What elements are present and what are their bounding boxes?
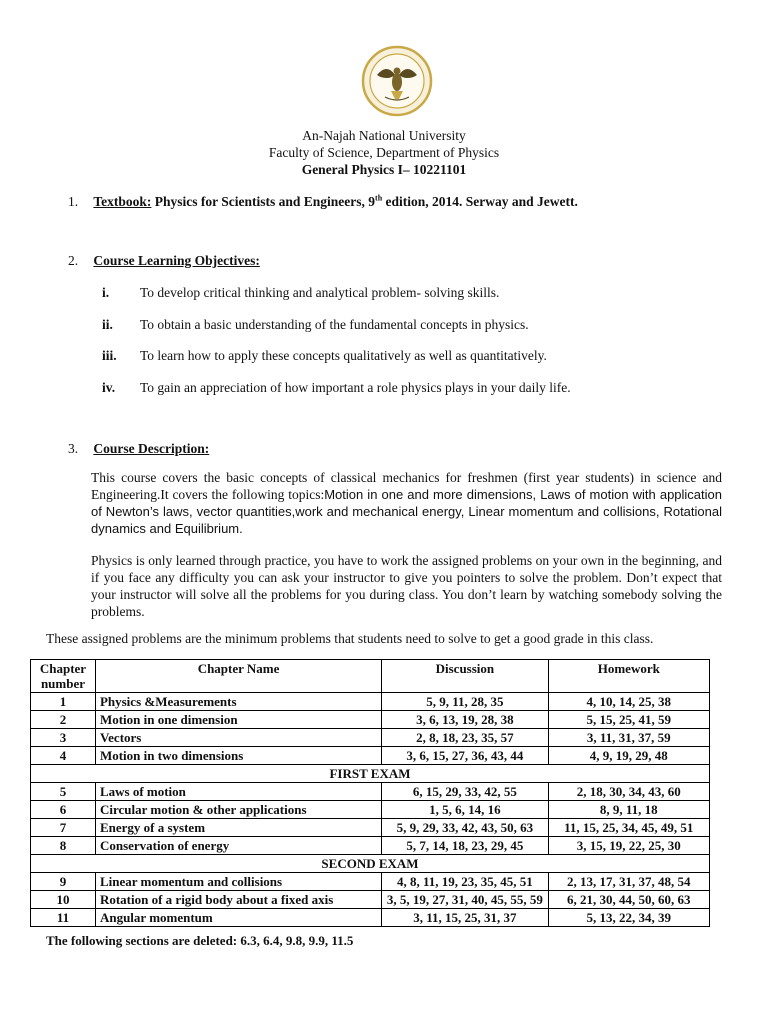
- table-row: 3 Vectors 2, 8, 18, 23, 35, 57 3, 11, 31, 37, 59: [31, 729, 710, 747]
- textbook-title: Physics for Scientists and Engineers, 9th edition, 2014. Serway and Jewett.: [154, 193, 578, 209]
- header-discussion: Discussion: [382, 660, 548, 693]
- faculty-name: Faculty of Science, Department of Physics: [268, 145, 500, 160]
- table-row: 5 Laws of motion 6, 15, 29, 33, 42, 55 2, 18, 30, 34, 43, 60: [31, 783, 710, 801]
- section-objectives: [68, 253, 260, 269]
- university-seal-logo: [361, 45, 433, 117]
- objective-item: ii. To obtain a basic understanding of the fundamental concepts in physics.: [102, 317, 529, 332]
- section-number: 3.: [68, 441, 79, 456]
- section-textbook: [68, 194, 578, 210]
- section-description: [68, 441, 209, 457]
- objective-item: iii. To learn how to apply these concepts qualitatively as well as quantitatively.: [102, 348, 547, 363]
- problems-note: These assigned problems are the minimum problems that students need to solve to get a good grade in this class.: [46, 631, 654, 646]
- table-row: 9 Linear momentum and collisions 4, 8, 11, 19, 23, 35, 45, 51 2, 13, 17, 31, 37, 48, 54: [31, 873, 710, 891]
- table-header-row: [31, 660, 710, 693]
- problems-table: [30, 659, 710, 927]
- table-row: 4 Motion in two dimensions 3, 6, 15, 27, 36, 43, 44 4, 9, 19, 29, 48: [31, 747, 710, 765]
- table-row: 10 Rotation of a rigid body about a fixed axis 3, 5, 19, 27, 31, 40, 45, 55, 59 6, 21, 30, 44, 50, 60, 63: [31, 891, 710, 909]
- course-title: General Physics I– 10221101: [301, 162, 467, 177]
- section-label: Course Learning Objectives:: [93, 253, 260, 268]
- section-number: 2.: [68, 253, 79, 268]
- table-row: 11 Angular momentum 3, 11, 15, 25, 31, 37 5, 13, 22, 34, 39: [31, 909, 710, 927]
- exam-row-first: FIRST EXAM: [31, 765, 710, 783]
- table-row: 7 Energy of a system 5, 9, 29, 33, 42, 43, 50, 63 11, 15, 25, 34, 45, 49, 51: [31, 819, 710, 837]
- table-row: 6 Circular motion & other applications 1, 5, 6, 14, 16 8, 9, 11, 18: [31, 801, 710, 819]
- table-row: 2 Motion in one dimension 3, 6, 13, 19, 28, 38 5, 15, 25, 41, 59: [31, 711, 710, 729]
- header-chapter-name: Chapter Name: [95, 660, 381, 693]
- exam-row-second: SECOND EXAM: [31, 855, 710, 873]
- header-chapter-number: Chapter number: [31, 660, 96, 693]
- section-label: Textbook:: [93, 194, 152, 209]
- objective-item: iv. To gain an appreciation of how important a role physics plays in your daily life.: [102, 380, 571, 395]
- deleted-sections-note: The following sections are deleted: 6.3, 6.4, 9.8, 9.9, 11.5: [46, 933, 354, 948]
- section-number: 1.: [68, 194, 79, 209]
- description-paragraph-2: Physics is only learned through practice, you have to work the assigned problems on your own in the beginning, and if you face any difficulty you can ask your instructor to give you pointers to solve the problem. Don’t expect that your instructor will solve all the problems for you during class. You don’t learn by watching somebody solving the problems.: [91, 553, 722, 619]
- header-homework: Homework: [548, 660, 709, 693]
- table-row: 1 Physics &Measurements 5, 9, 11, 28, 35 4, 10, 14, 25, 38: [31, 693, 710, 711]
- table-row: 8 Conservation of energy 5, 7, 14, 18, 23, 29, 45 3, 15, 19, 22, 25, 30: [31, 837, 710, 855]
- description-paragraph-1: This course covers the basic concepts of classical mechanics for freshmen (first year students) in science and Engineering.It covers the following topics:Motion in one and more dimensions, Laws of motion with application of Newton’s laws, vector quantities,work and mechanical energy, Linear momentum and collisions, Rotational dynamics and Equilibrium.: [91, 470, 722, 536]
- university-name: An-Najah National University: [302, 128, 466, 143]
- objective-item: i. To develop critical thinking and analytical problem- solving skills.: [102, 285, 500, 300]
- section-label: Course Description:: [93, 441, 210, 456]
